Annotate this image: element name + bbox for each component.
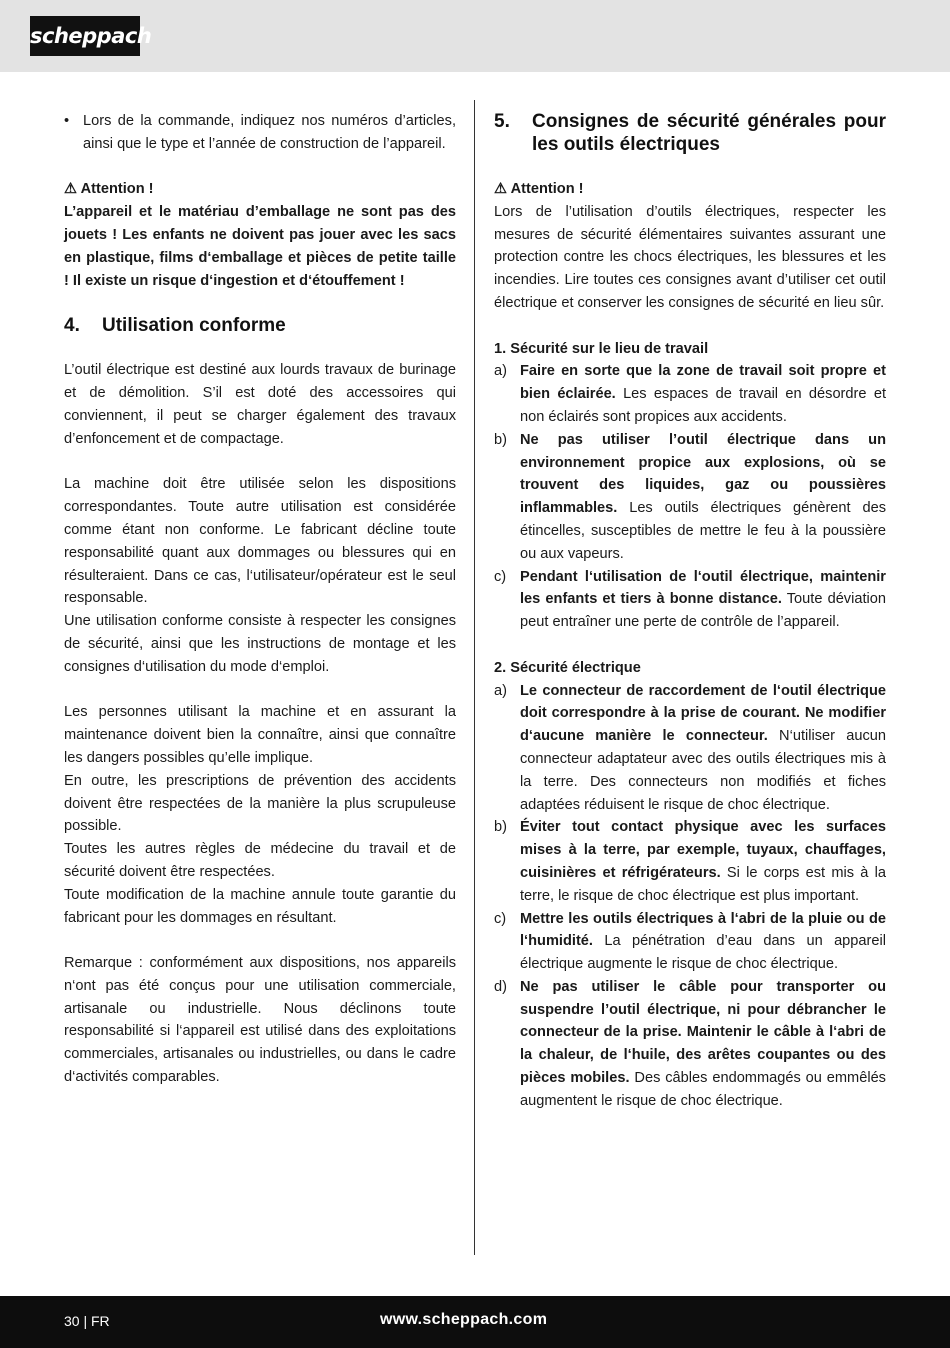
item-bold: Ne pas utiliser le câble pour transporter ou suspendre l’outil électrique, ni pour débrancher le connecteur de la prise. Maintenir le câble à l‘abri de la chaleur, de l‘huile, des arêtes coupantes ou des pièces mobiles. bbox=[520, 978, 886, 1087]
paragraph-remark: Remarque : conformément aux dispositions, nos appareils n‘ont pas été conçus pour une utilisation commerciale, artisanale ou industrielle. Nous déclinons toute responsabilité si l‘appareil est utilisé dans des exploitations commerciales, artisanales ou industrielles, ou dans le cadre d‘activités comparables. bbox=[64, 955, 456, 1086]
item-text: Des câbles endommagés ou emmêlés augmentent le risque de choc électrique. bbox=[520, 1070, 886, 1109]
page-number: 30 | FR bbox=[64, 1313, 110, 1329]
section-5-number: 5. bbox=[494, 111, 510, 132]
item-letter: b) bbox=[494, 819, 507, 836]
paragraph-compliance: Une utilisation conforme consiste à respecter les consignes de sécurité, ainsi que les instructions de montage et les consignes d‘utilisation du mode d‘emploi. bbox=[64, 613, 456, 675]
right-column bbox=[494, 110, 886, 1113]
paragraph-modification: Toute modification de la machine annule toute garantie du fabricant pour les dommages en résultant. bbox=[64, 886, 456, 926]
item-text: Toute déviation peut entraîner une perte de contrôle de l’appareil. bbox=[520, 591, 886, 631]
page-footer bbox=[0, 1296, 950, 1348]
item-letter: c) bbox=[494, 568, 507, 585]
list-item bbox=[494, 680, 886, 817]
list-item bbox=[494, 816, 886, 907]
paragraph-provisions: La machine doit être utilisée selon les dispositions correspondantes. Toute autre utilisation est considérée comme étant non conforme. Le fabricant décline toute responsabilité quant aux dommages ou blessures qui en résulteraient. Dans ce cas, l‘utilisateur/opérateur est le seul responsable. bbox=[64, 476, 456, 607]
paragraph-intended-use: L’outil électrique est destiné aux lourds travaux de burinage et de démolition. S’il est doté des accessoires qui conviennent, il peut se charger également des travaux d’enfoncement et de compactage. bbox=[64, 362, 456, 447]
item-bold: Mettre les outils électriques à l‘abri de la pluie ou de l‘humidité. bbox=[520, 910, 886, 950]
list-item bbox=[494, 566, 886, 634]
brand-logo: scheppach bbox=[30, 16, 140, 56]
item-bold: Faire en sorte que la zone de travail soit propre et bien éclairée. bbox=[520, 363, 886, 403]
left-column bbox=[64, 110, 456, 1089]
item-bold: Pendant l‘utilisation de l‘outil électrique, maintenir les enfants et tiers à bonne distance. bbox=[520, 568, 886, 608]
order-note-bullet bbox=[64, 110, 456, 156]
attention-label: ⚠ Attention ! bbox=[494, 181, 584, 197]
item-bold: Éviter tout contact physique avec les surfaces mises à la terre, par exemple, tuyaux, chauffages, cuisinières et réfrigérateurs. bbox=[520, 819, 886, 881]
attention-text: L’appareil et le matériau d’emballage ne sont pas des jouets ! Les enfants ne doivent pas jouer avec les sacs en plastique, films d‘emballage et pièces de petite taille ! Il existe un risque d‘ingestion et d‘étouffement ! bbox=[64, 204, 456, 289]
item-text: La pénétration d’eau dans un appareil électrique augmente le risque de choc électrique. bbox=[520, 933, 886, 973]
website-link[interactable]: www.scheppach.com bbox=[380, 1311, 548, 1328]
subsection-2-title: 2. Sécurité électrique bbox=[494, 659, 641, 676]
list-item bbox=[494, 976, 886, 1113]
list-item bbox=[494, 908, 886, 976]
section-5-heading bbox=[494, 110, 886, 156]
item-letter: b) bbox=[494, 431, 507, 448]
item-letter: a) bbox=[494, 682, 507, 699]
item-letter: d) bbox=[494, 978, 507, 995]
section-4-heading bbox=[64, 314, 456, 337]
item-bold: Ne pas utiliser l’outil électrique dans un environnement propice aux explosions, où se trouvent des liquides, gaz ou poussières inflammables. bbox=[520, 431, 886, 517]
page-header bbox=[0, 0, 950, 72]
subsection-1-items bbox=[494, 360, 886, 634]
paragraph-operators: Les personnes utilisant la machine et en assurant la maintenance doivent bien la connaître, ainsi que connaître les dangers possibles qu’elle implique. bbox=[64, 704, 456, 766]
attention-text: Lors de l’utilisation d’outils électriques, respecter les mesures de sécurité élémentaires suivantes assurant une protection contre les chocs électriques, les blessures et les incendies. Lire toutes ces consignes avant d’utiliser cet outil électrique et conserver les consignes de sécurité en lieu sûr. bbox=[494, 203, 886, 311]
list-item bbox=[494, 429, 886, 566]
bullet-marker: • bbox=[64, 113, 70, 129]
item-bold: Le connecteur de raccordement de l‘outil électrique doit correspondre à la prise de courant. Ne modifier d‘aucune manière le connecteur. bbox=[520, 682, 886, 745]
section-4-title: Utilisation conforme bbox=[102, 315, 286, 337]
subsection-2-items bbox=[494, 680, 886, 1113]
section-4-number: 4. bbox=[64, 315, 80, 337]
item-text: Si le corps est mis à la terre, le risque de choc électrique est plus important. bbox=[520, 864, 887, 904]
section-5-title: Consignes de sécurité générales pour les outils électriques bbox=[532, 111, 886, 155]
item-text: N‘utiliser aucun connecteur adaptateur avec des outils électriques mis à la terre. Des connecteurs non modifiés et fiches adaptées réduisent le risque de choc électrique. bbox=[520, 728, 887, 813]
paragraph-occupational-rules: Toutes les autres règles de médecine du travail et de sécurité doivent être respectées. bbox=[64, 841, 456, 880]
paragraph-accident-prevention: En outre, les prescriptions de prévention des accidents doivent être respectées de la manière la plus scrupuleuse possible. bbox=[64, 772, 456, 835]
subsection-1-title: 1. Sécurité sur le lieu de travail bbox=[494, 340, 709, 357]
attention-label: ⚠ Attention ! bbox=[64, 181, 154, 198]
item-letter: c) bbox=[494, 910, 507, 927]
column-divider bbox=[474, 100, 475, 1255]
item-text: Les outils électriques génèrent des étincelles, susceptibles de mettre le feu à la poussière ou aux vapeurs. bbox=[520, 500, 886, 562]
order-note-text: Lors de la commande, indiquez nos numéros d’articles, ainsi que le type et l’année de construction de l’appareil. bbox=[83, 113, 456, 152]
item-text: Les espaces de travail en désordre et non éclairés sont propices aux accidents. bbox=[520, 386, 886, 425]
item-letter: a) bbox=[494, 363, 507, 380]
list-item bbox=[494, 360, 886, 428]
